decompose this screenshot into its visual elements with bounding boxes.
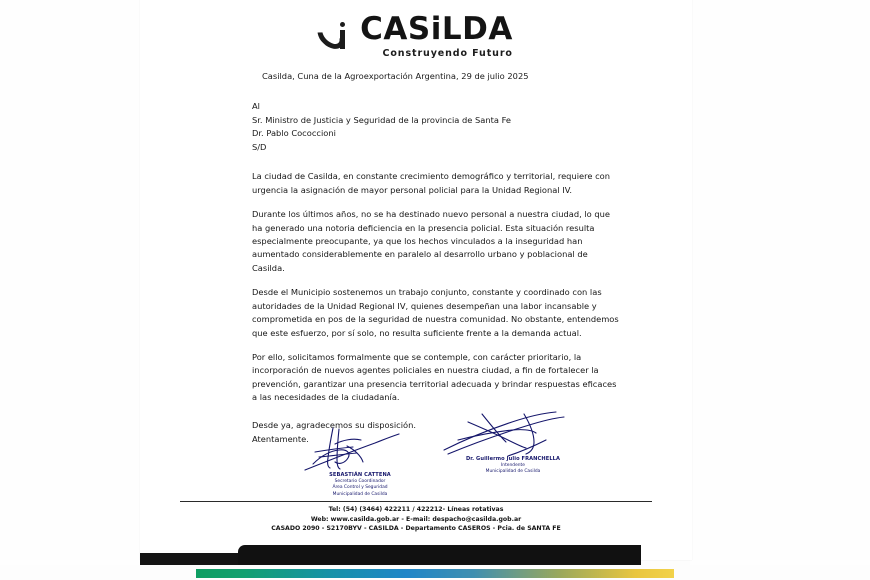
signature-block-franchella [438,410,588,476]
logo-tagline: Construyendo Futuro [382,48,513,59]
body-paragraph: Desde el Municipio sostenemos un trabajo conjunto, constante y coordinado con las autoridades de la Unidad Regional IV, quienes desempeñan una labor incansable y comprometida en pos de la seguridad de nuestra comunidad. No obstante, entendemos que este esfuerzo, por sí solo, no resulta suficiente frente a la demanda actual. [252,287,619,338]
scanner-edge-bar-left [140,553,240,565]
body-paragraph: La ciudad de Casilda, en constante crecimiento demográfico y territorial, requiere con urgencia la asignación de mayor personal policial para la Unidad Regional IV. [252,171,610,195]
scanner-edge-bar [238,545,641,565]
handwritten-signature-icon [438,410,588,456]
closing-line-1: Desde ya, agradecemos su disposición. [252,419,417,430]
letter-footer [140,505,692,534]
logo-wordmark: CASiLDA [360,11,513,47]
footer-phone: Tel: (54) (3464) 422211 / 422212- Líneas rotativas [328,506,504,513]
scan-background-right [690,0,870,565]
footer-divider [180,501,652,502]
signature-role: Secretario Coordinador [334,479,386,485]
letter-page [140,0,692,560]
signature-area-label: Área Control y Seguridad [332,485,388,491]
signature-org: Municipalidad de Casilda [332,491,388,497]
signature-caption [295,472,425,498]
letter-body [252,70,620,448]
body-paragraph: Por ello, solicitamos formalmente que se contemple, con carácter prioritario, la incorporación de nuevos agentes policiales en nuestra ciudad, a fin de fortalecer la prevención, garantizar una presencia territorial adecuada y brindar respuestas eficaces a las necesidades de la ciudadanía. [252,352,617,403]
addressee-block [252,100,620,154]
signature-name: SEBASTIÁN CATTENA [329,472,391,478]
scan-background-left [0,0,140,565]
addressee-line-3: Dr. Pablo Cococcioni [252,128,336,139]
casilda-arc-i-icon [319,19,353,53]
signature-org: Municipalidad de Casilda [485,469,541,475]
body-paragraph: Durante los últimos años, no se ha destinado nuevo personal a nuestra ciudad, lo que ha generado una notoria deficiencia en la presencia policial. Esta situación resulta especialmente preocupante, ya que los hechos vinculados a la inseguridad han aumentado considerablemente en paralelo al desarrollo urbano y poblacional de Casilda. [252,209,611,273]
signature-area [140,408,692,504]
footer-web-email: Web: www.casilda.gob.ar - E-mail: despacho@casilda.gob.ar [310,515,522,523]
handwritten-signature-icon [295,426,425,472]
signature-role: Intendente [501,463,525,469]
letterhead-logo [140,11,692,59]
footer-address: CASADO 2090 - S2170BYV - CASILDA - Departamento CASEROS - Pcia. de SANTA FE [271,525,561,533]
addressee-line-2: Sr. Ministro de Justicia y Seguridad de la provincia de Santa Fe [252,114,512,125]
signature-name: Dr. Guillermo Julio FRANCHELLA [465,456,561,462]
date-line: Casilda, Cuna de la Agroexportación Argentina, 29 de julio 2025 [262,71,529,81]
bottom-color-strip [196,569,674,578]
closing-line-2: Atentamente. [252,434,309,445]
addressee-line-1: Al [252,101,260,112]
addressee-line-4: S/D [252,141,267,152]
signature-block-cattena [295,426,425,498]
